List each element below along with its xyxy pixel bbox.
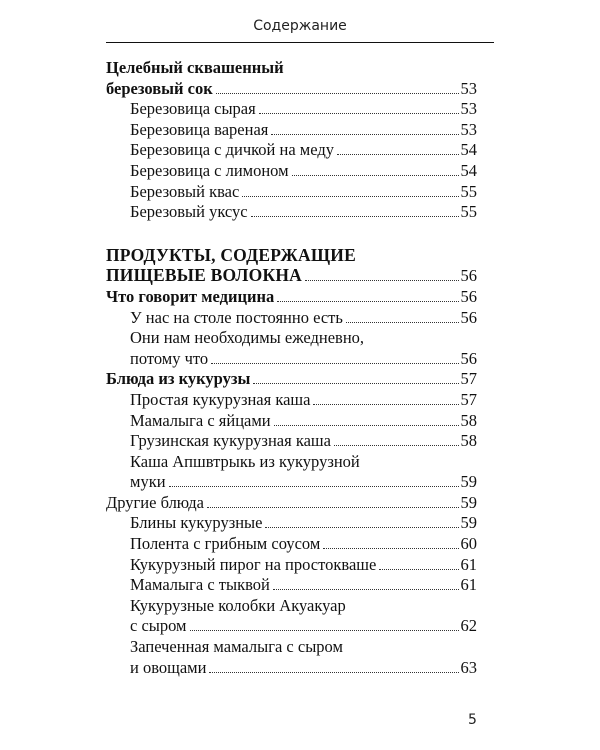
dot-leader bbox=[251, 216, 459, 217]
toc-entry-title: ПРОДУКТЫ, СОДЕРЖАЩИЕ bbox=[106, 244, 356, 265]
toc-page-number: 61 bbox=[460, 575, 477, 595]
dot-leader bbox=[346, 322, 459, 323]
dot-leader bbox=[190, 630, 459, 631]
toc-entry-title: березовый сок bbox=[106, 78, 213, 98]
toc-page-number: 53 bbox=[460, 119, 477, 139]
dot-leader bbox=[242, 196, 458, 197]
toc-entry-title: Березовица с дичкой на меду bbox=[130, 140, 334, 160]
toc-entry-title: Простая кукурузная каша bbox=[130, 389, 311, 409]
toc-entry[interactable] bbox=[106, 120, 477, 141]
toc-page-number: 61 bbox=[460, 554, 477, 574]
toc-entry-title: Мамалыга с тыквой bbox=[130, 575, 270, 595]
toc-entry-title: Они нам необходимы ежедневно, bbox=[130, 328, 365, 348]
dot-leader bbox=[274, 425, 459, 426]
dot-leader bbox=[211, 363, 458, 364]
toc-entry[interactable] bbox=[106, 245, 477, 287]
toc-entry-title: Березовица сырая bbox=[130, 99, 256, 119]
toc-page-number: 53 bbox=[460, 78, 477, 98]
toc-entry-title: потому что bbox=[130, 348, 209, 368]
dot-leader bbox=[313, 404, 458, 405]
toc-entry-title: с сыром bbox=[130, 616, 187, 636]
toc-page-number: 59 bbox=[460, 492, 477, 512]
dot-leader bbox=[273, 589, 459, 590]
toc-page-number: 60 bbox=[460, 534, 477, 554]
toc-entry[interactable] bbox=[106, 452, 477, 493]
toc-entry-title: Березовица вареная bbox=[130, 119, 269, 139]
toc-entry-title: и овощами bbox=[130, 657, 207, 677]
toc-entry[interactable] bbox=[106, 534, 477, 555]
dot-leader bbox=[265, 527, 458, 528]
toc-entry-title: ПИЩЕВЫЕ ВОЛОКНА bbox=[106, 265, 303, 286]
toc-entry-title: Березовица с лимоном bbox=[130, 160, 289, 180]
toc-entry[interactable] bbox=[106, 369, 477, 390]
toc-page-number: 58 bbox=[460, 410, 477, 430]
toc-entry-title: Каша Апшвтрыкь из кукурузной bbox=[130, 451, 360, 471]
dot-leader bbox=[277, 301, 458, 302]
dot-leader bbox=[259, 113, 459, 114]
toc-entry-title: Что говорит медицина bbox=[106, 286, 275, 306]
toc-entry-title: Березовый уксус bbox=[130, 202, 248, 222]
running-head: Содержание bbox=[253, 18, 347, 34]
toc-entry[interactable] bbox=[106, 328, 477, 369]
dot-leader bbox=[334, 445, 459, 446]
toc-entry[interactable] bbox=[106, 99, 477, 120]
dot-leader bbox=[292, 175, 459, 176]
toc-entry-title: Березовый квас bbox=[130, 181, 240, 201]
toc-page-number: 54 bbox=[460, 160, 477, 180]
toc-entry[interactable] bbox=[106, 161, 477, 182]
toc-entry[interactable] bbox=[106, 637, 477, 678]
toc-entry[interactable] bbox=[106, 493, 477, 514]
dot-leader bbox=[305, 280, 458, 281]
toc-entry[interactable] bbox=[106, 308, 477, 329]
dot-leader bbox=[207, 507, 458, 508]
toc-entry[interactable] bbox=[106, 555, 477, 576]
toc-entry-title: Блины кукурузные bbox=[130, 513, 263, 533]
toc-entry-title: Мамалыга с яйцами bbox=[130, 410, 271, 430]
toc-page-number: 55 bbox=[460, 202, 477, 222]
toc-page-number: 53 bbox=[460, 99, 477, 119]
dot-leader bbox=[379, 569, 458, 570]
dot-leader bbox=[216, 93, 459, 94]
toc-page-number: 56 bbox=[460, 307, 477, 327]
toc-page-number: 62 bbox=[460, 616, 477, 636]
toc-page-number: 59 bbox=[460, 472, 477, 492]
header-rule bbox=[106, 42, 494, 43]
toc-entry-title: Другие блюда bbox=[106, 492, 205, 512]
toc-entry[interactable] bbox=[106, 411, 477, 432]
toc-entry-title: муки bbox=[130, 472, 166, 492]
toc-entry[interactable] bbox=[106, 431, 477, 452]
toc-entry[interactable] bbox=[106, 182, 477, 203]
toc-entry-title: Кукурузные колобки Акуакуар bbox=[130, 595, 346, 615]
toc-entry-title: У нас на столе постоянно есть bbox=[130, 307, 343, 327]
toc-page-number: 56 bbox=[460, 266, 477, 286]
toc-entry[interactable] bbox=[106, 58, 477, 99]
toc-entry-title: Кукурузный пирог на простокваше bbox=[130, 554, 377, 574]
toc-page-number: 57 bbox=[460, 389, 477, 409]
table-of-contents bbox=[106, 58, 477, 678]
toc-page-number: 56 bbox=[460, 286, 477, 306]
dot-leader bbox=[271, 134, 458, 135]
toc-page-number: 54 bbox=[460, 140, 477, 160]
dot-leader bbox=[337, 154, 459, 155]
toc-entry[interactable] bbox=[106, 596, 477, 637]
toc-entry[interactable] bbox=[106, 140, 477, 161]
toc-entry-title: Целебный сквашенный bbox=[106, 58, 284, 77]
toc-entry-title: Грузинская кукурузная каша bbox=[130, 431, 331, 451]
toc-page-number: 63 bbox=[460, 657, 477, 677]
dot-leader bbox=[323, 548, 458, 549]
toc-entry[interactable] bbox=[106, 287, 477, 308]
toc-entry[interactable] bbox=[106, 390, 477, 411]
toc-page-number: 56 bbox=[460, 348, 477, 368]
dot-leader bbox=[169, 486, 459, 487]
toc-page-number: 55 bbox=[460, 181, 477, 201]
toc-entry-title: Блюда из кукурузы bbox=[106, 369, 251, 389]
dot-leader bbox=[209, 672, 458, 673]
page-number: 5 bbox=[468, 712, 477, 728]
toc-entry-title: Полента с грибным соусом bbox=[130, 534, 321, 554]
toc-page-number: 58 bbox=[460, 431, 477, 451]
toc-entry[interactable] bbox=[106, 513, 477, 534]
toc-page-number: 59 bbox=[460, 513, 477, 533]
section-gap bbox=[106, 223, 477, 245]
toc-entry[interactable] bbox=[106, 202, 477, 223]
toc-page-number: 57 bbox=[460, 369, 477, 389]
dot-leader bbox=[253, 383, 458, 384]
toc-entry[interactable] bbox=[106, 575, 477, 596]
toc-entry-title: Запеченная мамалыга с сыром bbox=[130, 637, 343, 657]
